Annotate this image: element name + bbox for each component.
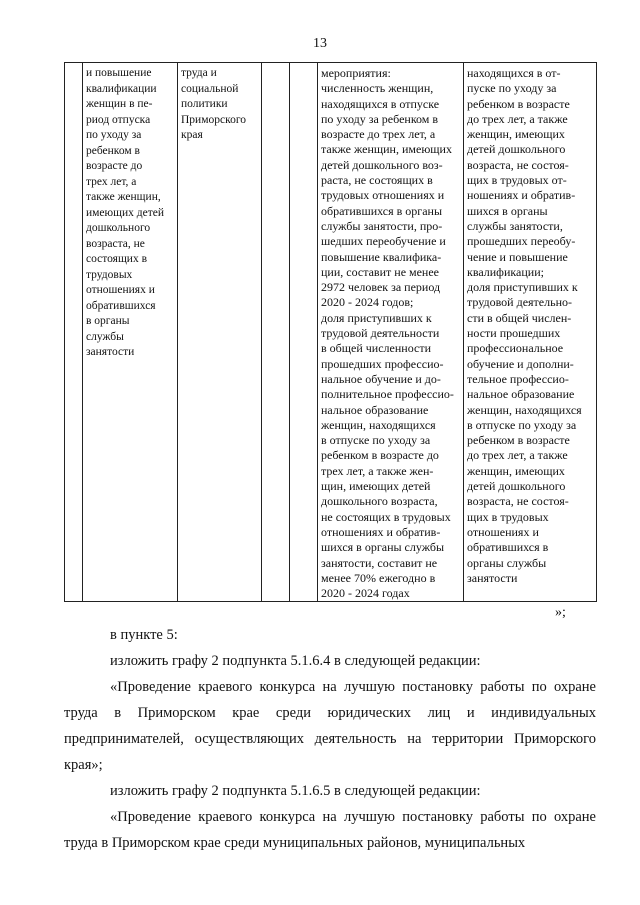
- table-row: [65, 63, 597, 602]
- table-cell-index: [65, 63, 83, 602]
- page-number: 13: [313, 36, 327, 51]
- table-cell-start: [262, 63, 290, 602]
- table-cell-indicator: находящихся в от- пуске по уходу за ребенком в возрасте до трех лет, а также женщин, имеющих детей дошкольного возраста, не состоя- щих в трудовых от- ношениях и обратив- шихся в органы службы занятости, прошедших переобу- чение и повышение квалификации; доля приступивших к трудовой деятельно- сти в общей числен- ности прошедших профессиональное обучение и дополни- тельное профессио- нальное образование женщин, находящихся в отпуске по уходу за ребенком в возрасте до трех лет, а также женщин, имеющих детей дошкольного возраста, не состоя- щих в трудовых отношениях и обратившихся в органы службы занятости: [464, 63, 597, 602]
- table-cell-executor: труда и социальной политики Приморского края: [178, 63, 262, 602]
- paragraph: изложить графу 2 подпункта 5.1.6.4 в следующей редакции:: [110, 653, 481, 669]
- paragraph: «Проведение краевого конкурса на лучшую постановку работы по охране труда в Приморском крае среди муниципальных районов, муниципальных: [64, 809, 596, 851]
- table-cell-activity: и повышение квалификации женщин в пе- риод отпуска по уходу за ребенком в возрасте до трех лет, а также женщин, имеющих детей дошкольного возраста, не состоящих в трудовых отношениях и обратившихся в органы службы занятости: [83, 63, 178, 602]
- amendment-text: [64, 622, 596, 856]
- paragraph: «Проведение краевого конкурса на лучшую постановку работы по охране труда в Приморском крае среди юридических лиц и индивидуальных предпринимателей, осуществляющих деятельность на территории Приморского края»;: [64, 679, 596, 773]
- closing-quote: »;: [555, 605, 566, 620]
- program-table: [64, 62, 597, 602]
- table-cell-end: [290, 63, 318, 602]
- paragraph: в пункте 5:: [110, 627, 178, 643]
- table-cell-result: мероприятия: численность женщин, находящихся в отпуске по уходу за ребенком в возрасте до трех лет, а также женщин, имеющих детей дошкольного воз- раста, не состоящих в трудовых отношениях и обратившихся в органы службы занятости, про- шедших переобучение и повышение квалифика- ции, составит не менее 2972 человек за период 2020 - 2024 годов; доля приступивших к трудовой деятельности в общей численности прошедших профессио- нальное обучение и до- полнительное профессио- нальное образование женщин, находящихся в отпуске по уходу за ребенком в возрасте до трех лет, а также жен- щин, имеющих детей дошкольного возраста, не состоящих в трудовых отношениях и обратив- шихся в органы службы занятости, составит не менее 70% ежегодно в 2020 - 2024 годах: [318, 63, 464, 602]
- paragraph: изложить графу 2 подпункта 5.1.6.5 в следующей редакции:: [110, 783, 481, 799]
